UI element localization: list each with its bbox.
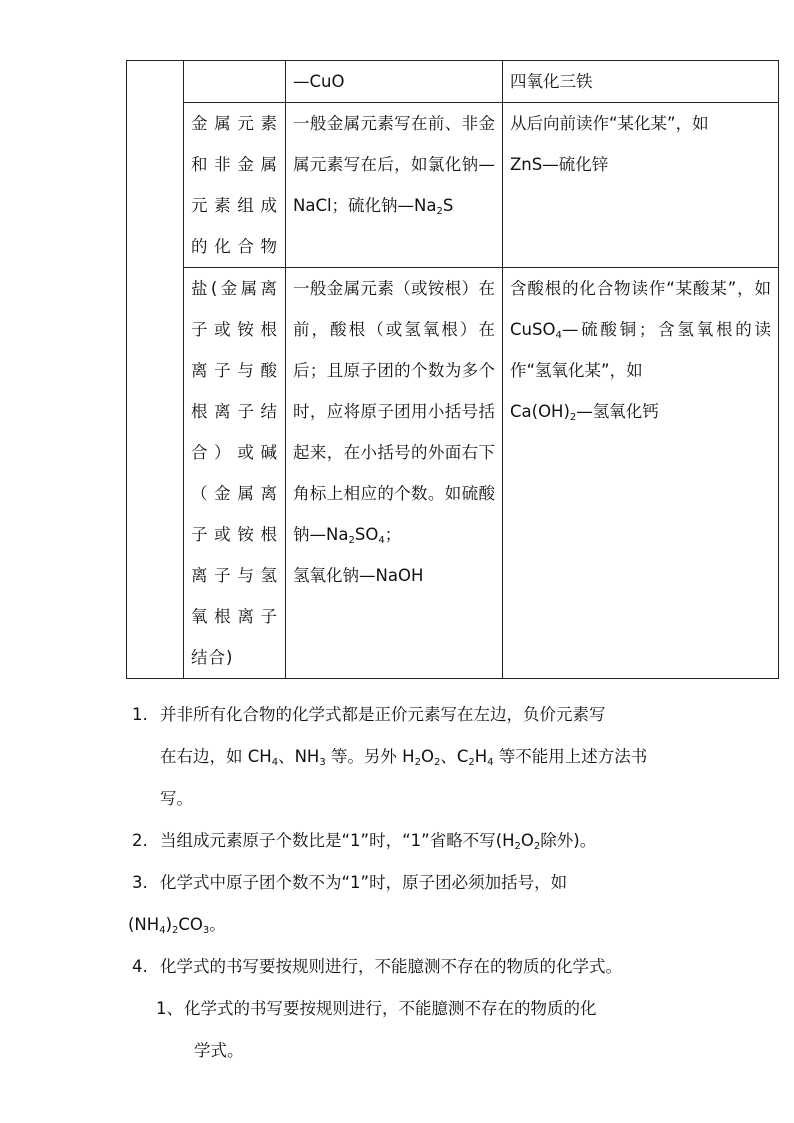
note-text: ) bbox=[165, 915, 172, 934]
method-line: S bbox=[442, 196, 454, 215]
subscript: 2 bbox=[533, 841, 541, 852]
category-line: 的化合物 bbox=[191, 237, 278, 256]
method-line: 括号括起来，在小括号的 bbox=[293, 402, 496, 462]
note-text: 在右边，如 CH bbox=[160, 747, 272, 766]
method-line: 金属元素写在后，如氯化 bbox=[293, 114, 495, 174]
note-text: 等不能用上述方法书 bbox=[493, 747, 648, 766]
note-text: 当组成元素原子个数比是“1”时，“1”省略不写(H bbox=[160, 831, 515, 850]
reading-cell bbox=[503, 103, 779, 268]
note-text: 写。 bbox=[160, 789, 193, 808]
note-number: 3. bbox=[132, 873, 148, 892]
method-cell bbox=[286, 103, 503, 268]
note-text: 并非所有化合物的化学式都是正价元素写在左边，负价元素写 bbox=[160, 705, 606, 724]
category-line: （金属离 bbox=[191, 484, 278, 503]
category-line: 和非金属 bbox=[191, 155, 278, 174]
method-line: ； bbox=[384, 525, 402, 544]
note-text: O bbox=[520, 831, 534, 850]
category-line: 元素组成 bbox=[191, 196, 278, 215]
category-line: 氧根离子 bbox=[191, 607, 278, 626]
category-line: 盐(金属离 bbox=[191, 279, 278, 298]
method-line: 钠—NaCl；硫化钠—Na bbox=[293, 155, 496, 215]
method-line: 一般金属元素（或铵根） bbox=[293, 279, 479, 298]
note-text: H bbox=[474, 747, 488, 766]
note-text: 化学式的书写要按规则进行，不能臆测不存在的物质的化学式。 bbox=[160, 957, 622, 976]
note-item bbox=[156, 988, 672, 1072]
category-line: 根离子结 bbox=[191, 402, 278, 421]
method-line: 一般金属元素写在前、非 bbox=[293, 114, 479, 133]
note-item bbox=[132, 694, 672, 820]
empty-cell bbox=[184, 61, 286, 103]
note-text: CO bbox=[178, 915, 203, 934]
category-line: 子或铵根 bbox=[191, 320, 278, 339]
reading-line: 氧根的读作“氢氧化某”，如 bbox=[510, 320, 772, 380]
reading-cell bbox=[503, 61, 779, 103]
table-row bbox=[127, 268, 779, 679]
note-text: (NH bbox=[128, 915, 160, 934]
subscript: 4 bbox=[555, 330, 562, 341]
note-number: 1、 bbox=[156, 999, 183, 1018]
note-text: O bbox=[420, 747, 434, 766]
subscript: 4 bbox=[487, 757, 494, 768]
note-text: 学式。 bbox=[194, 1041, 244, 1060]
reading-line: 从后向前读作“某化某”，如 bbox=[510, 114, 709, 133]
subscript: 3 bbox=[202, 925, 210, 936]
method-line: 在前，酸根（或氢氧根） bbox=[293, 279, 495, 339]
category-cell bbox=[184, 103, 286, 268]
reading-line: —硫酸铜；含氢 bbox=[561, 320, 697, 339]
method-line: 多个时，应将原子团用小 bbox=[293, 361, 496, 421]
notes-list bbox=[128, 694, 672, 1072]
note-text: 、C bbox=[440, 747, 469, 766]
subscript: 2 bbox=[514, 841, 521, 852]
category-line: 离子与氢 bbox=[191, 566, 278, 585]
reading-line: 含酸根的化合物读作“某酸 bbox=[510, 279, 711, 298]
subscript: 2 bbox=[348, 535, 355, 546]
method-cell bbox=[286, 268, 503, 679]
note-text: 化学式的书写要按规则进行，不能臆测不存在的物质的化 bbox=[184, 999, 597, 1018]
subscript: 2 bbox=[433, 757, 441, 768]
reading-line: 某”，如 CuSO bbox=[510, 279, 771, 339]
method-line: 个数。如硫酸钠—Na bbox=[293, 484, 496, 544]
note-text: 、NH bbox=[278, 747, 320, 766]
subscript: 4 bbox=[271, 757, 279, 768]
subscript: 2 bbox=[569, 412, 577, 423]
reading-line: —氢氧化钙 bbox=[576, 402, 659, 421]
category-line: 离子与酸 bbox=[191, 361, 278, 380]
reading-text: 四氧化三铁 bbox=[510, 72, 593, 91]
subscript: 2 bbox=[436, 206, 443, 217]
method-text: —CuO bbox=[293, 72, 345, 91]
subscript: 2 bbox=[414, 757, 421, 768]
empty-cell bbox=[127, 61, 184, 679]
note-item bbox=[132, 820, 672, 862]
method-line: 在后；且原子团的个数为 bbox=[293, 320, 495, 380]
method-cell bbox=[286, 61, 503, 103]
method-line: 外面右下角标上相应的 bbox=[293, 443, 496, 503]
category-line: 子或铵根 bbox=[191, 525, 278, 544]
subscript: 2 bbox=[172, 925, 179, 936]
note-text: 。 bbox=[209, 915, 226, 934]
note-item bbox=[132, 946, 672, 988]
note-number: 2. bbox=[132, 831, 148, 850]
subscript: 2 bbox=[468, 757, 475, 768]
reading-line: ZnS—硫化锌 bbox=[510, 155, 609, 174]
subscript: 4 bbox=[159, 925, 166, 936]
method-line: SO bbox=[354, 525, 379, 544]
subscript: 3 bbox=[319, 757, 326, 768]
note-item bbox=[128, 862, 672, 946]
note-number: 4. bbox=[132, 957, 148, 976]
category-line: 结合) bbox=[191, 648, 234, 667]
category-cell bbox=[184, 268, 286, 679]
note-text: 化学式中原子团个数不为“1”时，原子团必须加括号，如 bbox=[160, 873, 568, 892]
note-text: 除外)。 bbox=[540, 831, 597, 850]
note-number: 1. bbox=[132, 705, 148, 724]
table-row bbox=[127, 103, 779, 268]
reading-line: Ca(OH) bbox=[510, 402, 570, 421]
category-line: 合）或碱 bbox=[191, 443, 278, 462]
compound-naming-table bbox=[126, 60, 779, 679]
reading-cell bbox=[503, 268, 779, 679]
table-row bbox=[127, 61, 779, 103]
category-line: 金属元素 bbox=[191, 114, 278, 133]
subscript: 4 bbox=[378, 535, 385, 546]
method-line: 氢氧化钠—NaOH bbox=[293, 566, 424, 585]
note-text: 等。另外 H bbox=[325, 747, 415, 766]
